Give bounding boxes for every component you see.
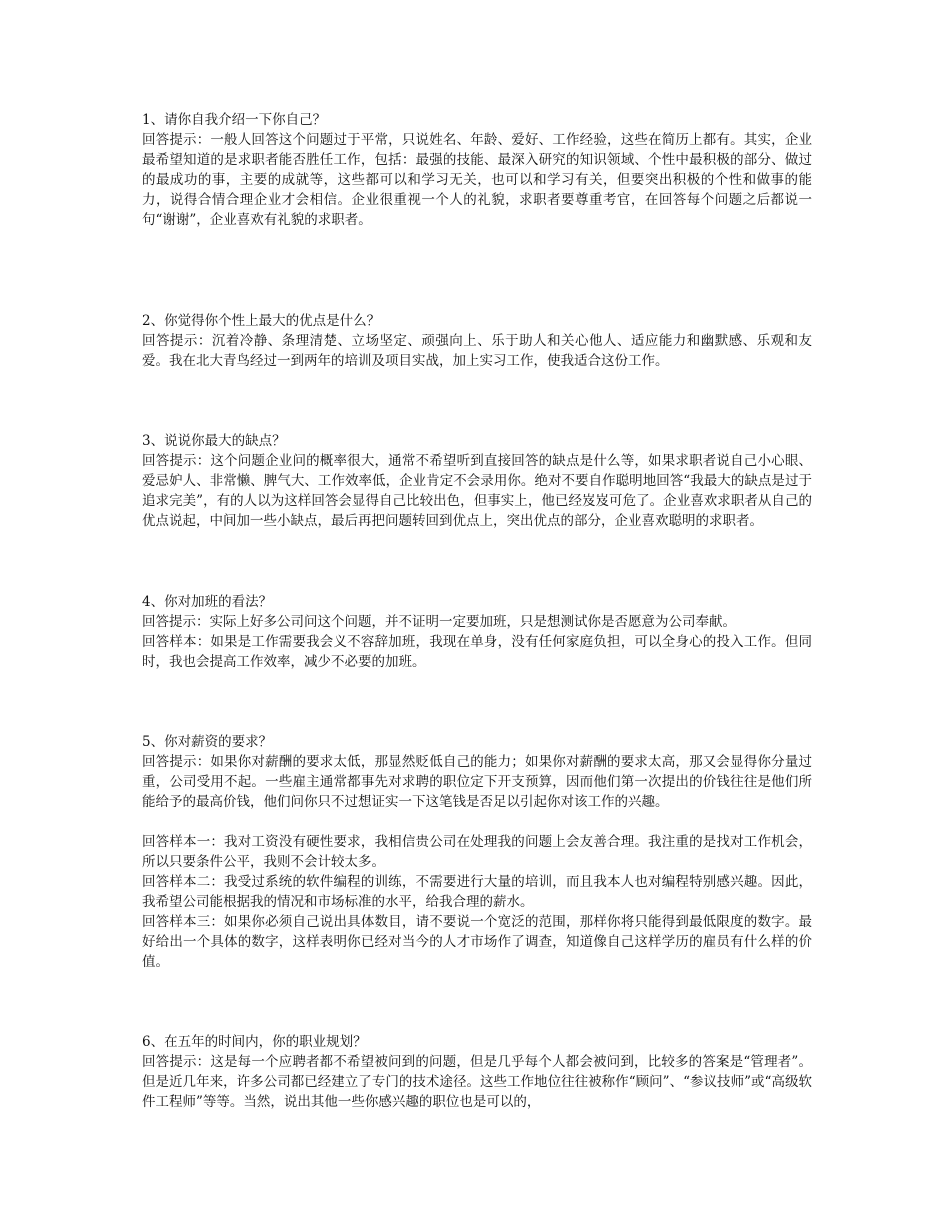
answer-paragraph: 回答提示：实际上好多公司问这个问题，并不证明一定要加班，只是想测试你是否愿意为公司奉献。 bbox=[142, 614, 736, 630]
answer-paragraph: 回答提示：这是每一个应聘者都不希望被问到的问题，但是几乎每个人都会被问到，比较多的答案是“管理者”。但是近几年来，许多公司都已经建立了专门的技术途径。这些工作地位往往被称作“顾问”、“参议技师”或“高级软件工程师”等等。当然，说出其他一些你感兴趣的职位也是可以的， bbox=[142, 1054, 812, 1110]
answer-sample-2: 回答样本二：我受过系统的软件编程的训练，不需要进行大量的培训，而且我本人也对编程特别感兴趣。因此，我希望公司能根据我的情况和市场标准的水平，给我合理的薪水。 bbox=[142, 874, 812, 910]
answer-sample: 回答样本：如果是工作需要我会义不容辞加班，我现在单身，没有任何家庭负担，可以全身心的投入工作。但同时，我也会提高工作效率，减少不必要的加班。 bbox=[142, 634, 812, 670]
question-title: 3、说说你最大的缺点？ bbox=[142, 433, 286, 449]
question-title: 1、请你自我介绍一下你自己？ bbox=[142, 112, 327, 128]
answer-paragraph: 回答提示：这个问题企业问的概率很大，通常不希望听到直接回答的缺点是什么等，如果求职者说自己小心眼、爱忌妒人、非常懒、脾气大、工作效率低，企业肯定不会录用你。绝对不要自作聪明地回答“我最大的缺点是过于追求完美”，有的人以为这样回答会显得自己比较出色，但事实上，他已经岌岌可危了。企业喜欢求职者从自己的优点说起，中间加一些小缺点，最后再把问题转回到优点上，突出优点的部分，企业喜欢聪明的求职者。 bbox=[142, 453, 812, 529]
answer-paragraph: 回答提示：沉着冷静、条理清楚、立场坚定、顽强向上、乐于助人和关心他人、适应能力和幽默感、乐观和友爱。我在北大青鸟经过一到两年的培训及项目实战，加上实习工作，使我适合这份工作。 bbox=[142, 333, 812, 369]
question-title: 6、在五年的时间内，你的职业规划？ bbox=[142, 1034, 367, 1050]
question-title: 5、你对薪资的要求？ bbox=[142, 734, 273, 750]
question-section-6 bbox=[142, 1032, 812, 1112]
answer-sample-3: 回答样本三：如果你必须自己说出具体数目，请不要说一个宽泛的范围，那样你将只能得到最低限度的数字。最好给出一个具体的数字，这样表明你已经对当今的人才市场作了调查，知道像自己这样学历的雇员有什么样的价值。 bbox=[142, 914, 812, 970]
answer-paragraph: 回答提示：一般人回答这个问题过于平常，只说姓名、年龄、爱好、工作经验，这些在简历上都有。其实，企业最希望知道的是求职者能否胜任工作，包括：最强的技能、最深入研究的知识领域、个性中最积极的部分、做过的最成功的事，主要的成就等，这些都可以和学习无关，也可以和学习有关，但要突出积极的个性和做事的能力，说得合情合理企业才会相信。企业很重视一个人的礼貌，求职者要尊重考官，在回答每个问题之后都说一句“谢谢”，企业喜欢有礼貌的求职者。 bbox=[142, 132, 812, 228]
question-section-3 bbox=[142, 431, 812, 531]
question-section-1 bbox=[142, 110, 812, 230]
answer-sample-1: 回答样本一：我对工资没有硬性要求，我相信贵公司在处理我的问题上会友善合理。我注重的是找对工作机会，所以只要条件公平，我则不会计较太多。 bbox=[142, 834, 812, 870]
answer-paragraph: 回答提示：如果你对薪酬的要求太低，那显然贬低自己的能力；如果你对薪酬的要求太高，那又会显得你分量过重，公司受用不起。一些雇主通常都事先对求聘的职位定下开支预算，因而他们第一次提出的价钱往往是他们所能给予的最高价钱，他们问你只不过想证实一下这笔钱是否足以引起你对该工作的兴趣。 bbox=[142, 754, 812, 810]
question-title: 4、你对加班的看法？ bbox=[142, 594, 273, 610]
paragraph-spacer bbox=[142, 812, 812, 832]
question-section-5 bbox=[142, 732, 812, 972]
question-section-2 bbox=[142, 311, 812, 371]
question-title: 2、你觉得你个性上最大的优点是什么？ bbox=[142, 313, 381, 329]
question-section-4 bbox=[142, 592, 812, 672]
